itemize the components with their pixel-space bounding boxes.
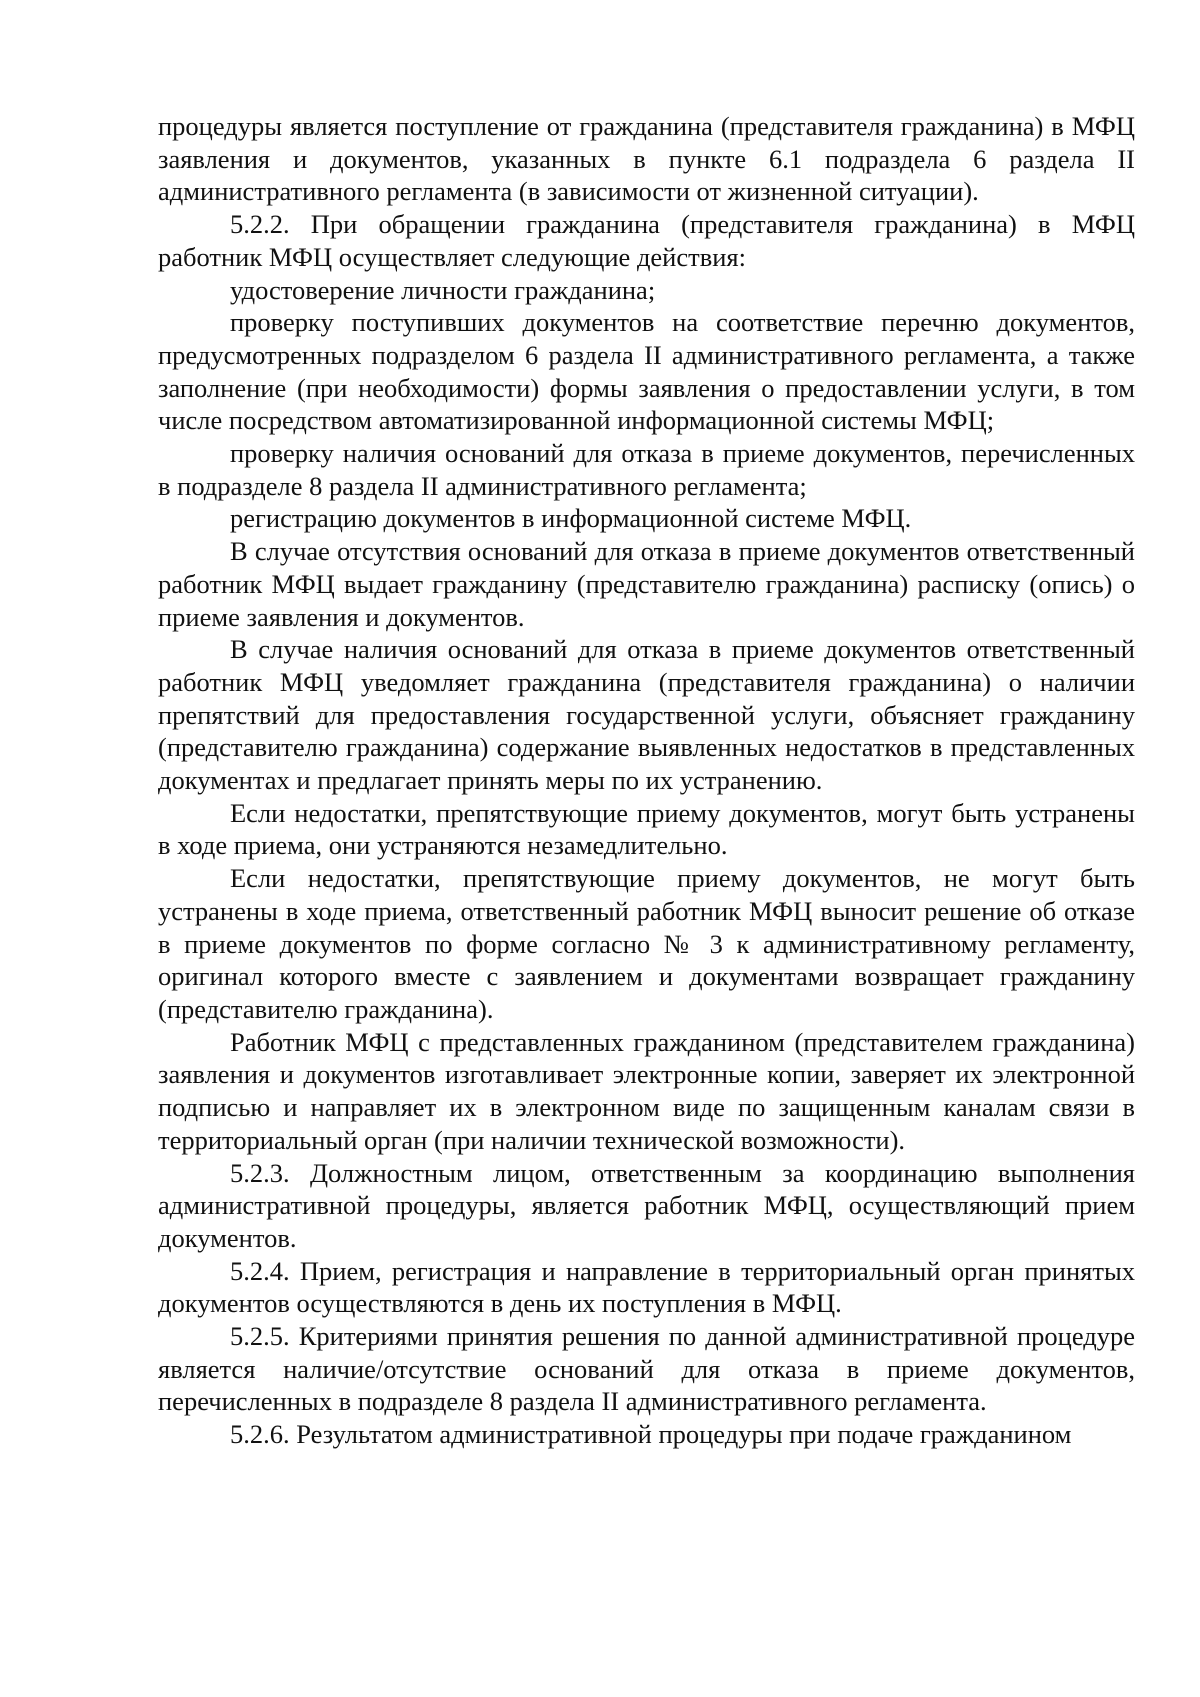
paragraph: Работник МФЦ с представленных гражданином (представителем гражданина) заявления и документов изготавливает электронные копии, заверяет их электронной подписью и направляет их в электронном виде по защищенным каналам связи в территориальный орган (при наличии технической возможности). xyxy=(158,1026,1135,1155)
paragraph: 5.2.3. Должностным лицом, ответственным за координацию выполнения административной процедуры, является работник МФЦ, осуществляющий прием документов. xyxy=(158,1157,1135,1253)
paragraph: 5.2.5. Критериями принятия решения по данной административной процедуре является наличие/отсутствие оснований для отказа в приеме документов, перечисленных в подразделе 8 раздела II административного регламента. xyxy=(158,1321,1135,1417)
paragraph: В случае наличия оснований для отказа в приеме документов ответственный работник МФЦ уведомляет гражданина (представителя гражданина) о наличии препятствий для предоставления государственной услуги, объясняет гражданину (представителю гражданина) содержание выявленных недостатков в представленных документах и предлагает принять меры по их устранению. xyxy=(158,634,1135,796)
paragraph: проверку наличия оснований для отказа в приеме документов, перечисленных в подразделе 8 раздела II административного регламента; xyxy=(158,438,1135,501)
paragraph: В случае отсутствия оснований для отказа в приеме документов ответственный работник МФЦ выдает гражданину (представителю гражданина) расписку (опись) о приеме заявления и документов. xyxy=(158,536,1135,632)
paragraph: удостоверение личности гражданина; xyxy=(230,274,656,305)
paragraph: регистрацию документов в информационной системе МФЦ. xyxy=(230,503,912,534)
paragraph: процедуры является поступление от гражданина (представителя гражданина) в МФЦ заявления и документов, указанных в пункте 6.1 подраздела 6 раздела II административного регламента (в зависимости от жизненной ситуации). xyxy=(158,111,1135,207)
paragraph: Если недостатки, препятствующие приему документов, могут быть устранены в ходе приема, они устраняются незамедлительно. xyxy=(158,797,1135,861)
paragraph: Если недостатки, препятствующие приему документов, не могут быть устранены в ходе приема, ответственный работник МФЦ выносит решение об отказе в приеме документов по форме согласно № 3 к административному регламенту, оригинал которого вместе с заявлением и документами возвращает гражданину (представителю гражданина). xyxy=(158,863,1135,1024)
paragraph: 5.2.6. Результатом административной процедуры при подаче гражданином xyxy=(230,1419,1072,1450)
paragraph: 5.2.2. При обращении гражданина (представителя гражданина) в МФЦ работник МФЦ осуществляет следующие действия: xyxy=(158,209,1135,272)
document-body xyxy=(158,110,1135,1451)
paragraph: проверку поступивших документов на соответствие перечню документов, предусмотренных подразделом 6 раздела II административного регламента, а также заполнение (при необходимости) формы заявления о предоставлении услуги, в том числе посредством автоматизированной информационной системы МФЦ; xyxy=(158,307,1135,436)
paragraph: 5.2.4. Прием, регистрация и направление в территориальный орган принятых документов осуществляются в день их поступления в МФЦ. xyxy=(158,1255,1135,1319)
